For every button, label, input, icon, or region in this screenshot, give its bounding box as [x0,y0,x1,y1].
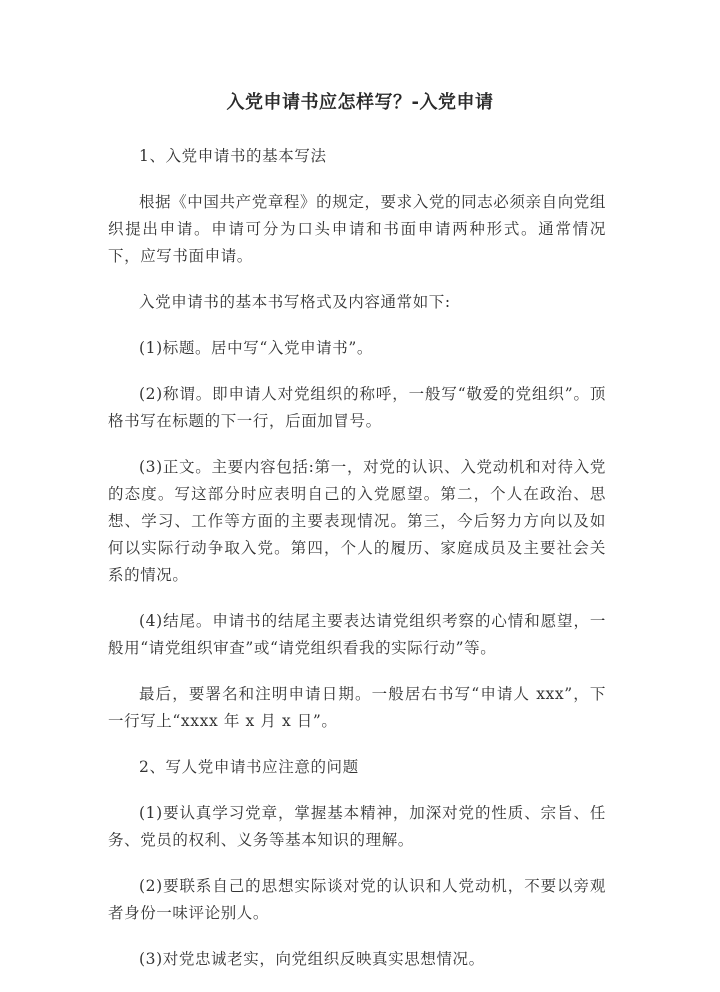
list-item-paragraph: (2)要联系自己的思想实际谈对党的认识和人党动机，不要以旁观者身份一味评论别人。 [108,877,606,922]
document-title: 入党申请书应怎样写？-入党申请 [226,92,494,113]
list-item-paragraph: (3)正文。主要内容包括:第一，对党的认识、入党动机和对待入党的态度。写这部分时应表明自己的入党愿望。第二，个人在政治、思想、学习、工作等方面的主要表现情况。第三，今后努力方向以及如何以实际行动争取入党。第四，个人的履历、家庭成员及主要社会关系的情况。 [108,458,606,584]
section-heading: 2、写人党申请书应注意的问题 [139,758,359,776]
document-body [108,143,606,992]
body-paragraph: 最后，要署名和注明申请日期。一般居右书写“申请人 xxx”，下一行写上“xxxx 年 x 月 x 日”。 [108,685,606,730]
list-item-paragraph: (2)称谓。即申请人对党组织的称呼，一般写“敬爱的党组织”。顶格书写在标题的下一行，后面加冒号。 [108,385,606,430]
list-item-paragraph: (3)对党忠诚老实，向党组织反映真实思想情况。 [139,950,485,968]
list-item-paragraph: (1)标题。居中写“入党申请书”。 [139,339,374,357]
section-heading: 1、入党申请书的基本写法 [139,147,327,165]
body-paragraph: 根据《中国共产党章程》的规定，要求入党的同志必须亲自向党组织提出申请。申请可分为口头申请和书面申请两种形式。通常情况下，应写书面申请。 [108,193,606,265]
body-paragraph: 入党申请书的基本书写格式及内容通常如下: [139,293,451,311]
list-item-paragraph: (4)结尾。申请书的结尾主要表达请党组织考察的心情和愿望，一般用“请党组织审查”或“请党组织看我的实际行动”等。 [108,612,606,657]
list-item-paragraph: (1)要认真学习党章，掌握基本精神，加深对党的性质、宗旨、任务、党员的权利、义务等基本知识的理解。 [108,804,606,849]
